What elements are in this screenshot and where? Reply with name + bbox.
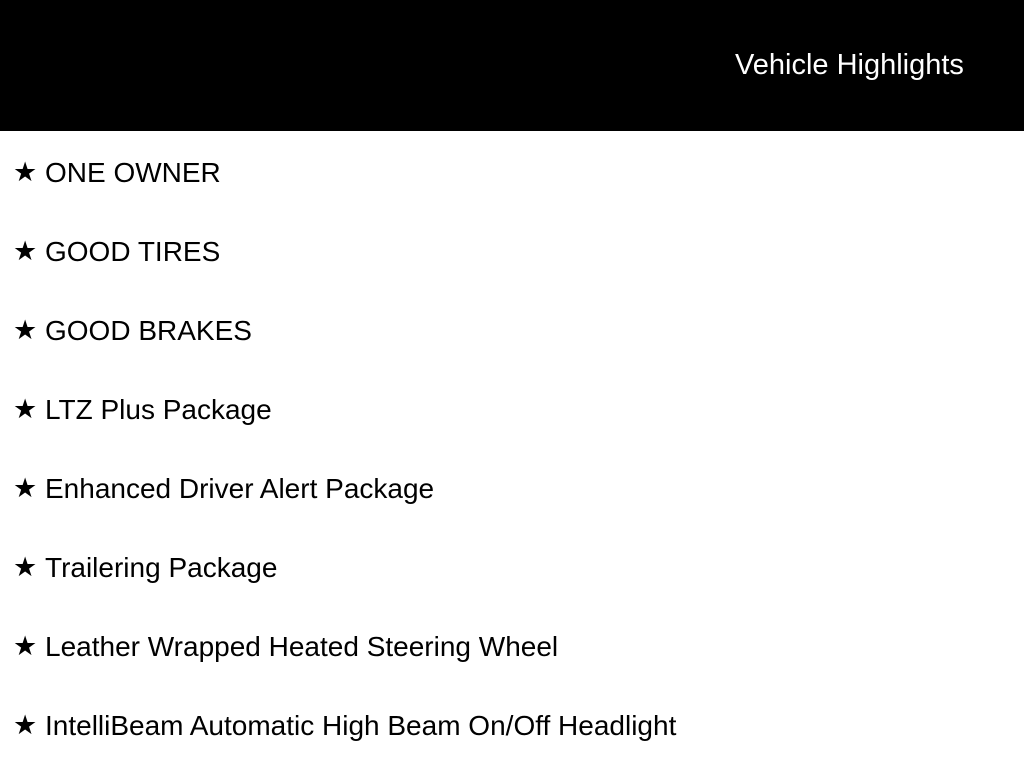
star-icon: ★ bbox=[13, 473, 38, 503]
star-icon: ★ bbox=[13, 394, 38, 424]
star-icon: ★ bbox=[13, 157, 38, 187]
highlight-item-label: GOOD TIRES bbox=[45, 235, 221, 267]
highlight-item bbox=[0, 607, 1024, 686]
star-icon: ★ bbox=[13, 552, 38, 582]
highlight-item bbox=[0, 686, 1024, 765]
highlights-list bbox=[0, 131, 1024, 765]
star-icon: ★ bbox=[13, 236, 38, 266]
star-icon: ★ bbox=[13, 710, 38, 740]
highlight-item-label: GOOD BRAKES bbox=[45, 314, 252, 346]
highlight-item bbox=[0, 528, 1024, 607]
highlight-item bbox=[0, 291, 1024, 370]
highlight-item bbox=[0, 212, 1024, 291]
highlight-item bbox=[0, 449, 1024, 528]
header-bar bbox=[0, 0, 1024, 131]
highlight-item bbox=[0, 133, 1024, 212]
highlight-item-label: Trailering Package bbox=[45, 551, 278, 583]
highlight-item-label: Enhanced Driver Alert Package bbox=[45, 472, 435, 504]
star-icon: ★ bbox=[13, 631, 38, 661]
star-icon: ★ bbox=[13, 315, 38, 345]
highlight-item-label: IntelliBeam Automatic High Beam On/Off Headlight bbox=[45, 709, 677, 741]
highlight-item bbox=[0, 370, 1024, 449]
highlight-item-label: Leather Wrapped Heated Steering Wheel bbox=[45, 630, 559, 662]
highlight-item-label: ONE OWNER bbox=[45, 156, 221, 188]
page-title: Vehicle Highlights bbox=[735, 48, 964, 81]
highlight-item-label: LTZ Plus Package bbox=[45, 393, 272, 425]
